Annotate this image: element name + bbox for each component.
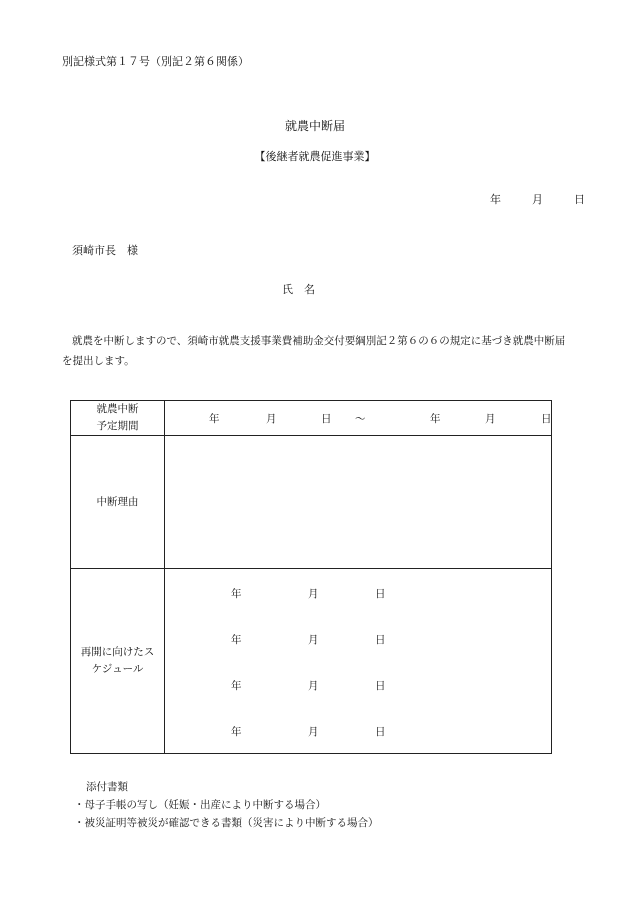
attachment-item-1: ・母子手帳の写し（妊娠・出産により中断する場合）	[74, 799, 326, 811]
attachment-item-2: ・被災証明等被災が確認できる書類（災害により中断する場合）	[74, 817, 379, 829]
schedule-label	[71, 569, 165, 754]
schedule-year: 年	[231, 588, 242, 600]
period-start-month: 月	[266, 413, 277, 425]
addressee: 須崎市長 様	[72, 244, 138, 257]
period-start-year: 年	[209, 413, 220, 425]
schedule-value-cell[interactable]	[165, 569, 552, 754]
schedule-month: 月	[308, 726, 319, 738]
period-end-day: 日	[541, 413, 552, 425]
date-day-label: 日	[574, 193, 585, 206]
body-text	[62, 331, 582, 371]
reason-label: 中断理由	[71, 436, 165, 569]
reason-row	[71, 436, 552, 569]
schedule-month: 月	[308, 588, 319, 600]
body-line-1: 就農を中断しますので、須崎市就農支援事業費補助金交付要綱別記２第６の６の規定に基づき就農中断届	[72, 335, 566, 347]
schedule-year: 年	[231, 726, 242, 738]
period-dates	[165, 401, 551, 435]
schedule-year: 年	[231, 680, 242, 692]
attachments-title: 添付書類	[86, 781, 128, 793]
period-label-line-2: 予定期間	[96, 420, 139, 432]
period-value-cell[interactable]	[165, 401, 552, 436]
schedule-row	[71, 569, 552, 754]
schedule-month: 月	[308, 680, 319, 692]
period-label-line-1: 就農中断	[96, 403, 139, 415]
schedule-day: 日	[375, 680, 386, 692]
schedule-day: 日	[375, 726, 386, 738]
submission-date	[490, 191, 585, 207]
document-subtitle: 【後継者就農促進事業】	[254, 150, 376, 163]
date-year-label: 年	[490, 193, 501, 206]
period-tilde: ～	[355, 413, 366, 425]
date-month-label: 月	[532, 193, 543, 206]
body-line-2: を提出します。	[62, 355, 135, 367]
schedule-dates	[165, 569, 551, 753]
reason-value-cell[interactable]	[165, 436, 552, 569]
applicant-name-label: 氏 名	[282, 283, 315, 296]
schedule-month: 月	[308, 634, 319, 646]
schedule-label-line-2: ケジュール	[91, 663, 144, 675]
period-end-month: 月	[485, 413, 496, 425]
period-row	[71, 401, 552, 436]
period-start-day: 日	[321, 413, 332, 425]
schedule-year: 年	[231, 634, 242, 646]
period-end-year: 年	[430, 413, 441, 425]
suspension-form-table	[70, 400, 552, 754]
document-title: 就農中断届	[284, 119, 345, 133]
period-label	[71, 401, 165, 436]
form-reference: 別記様式第１７号（別記２第６関係）	[62, 55, 249, 68]
schedule-label-line-1: 再開に向けたス	[80, 646, 155, 658]
schedule-day: 日	[375, 588, 386, 600]
schedule-day: 日	[375, 634, 386, 646]
